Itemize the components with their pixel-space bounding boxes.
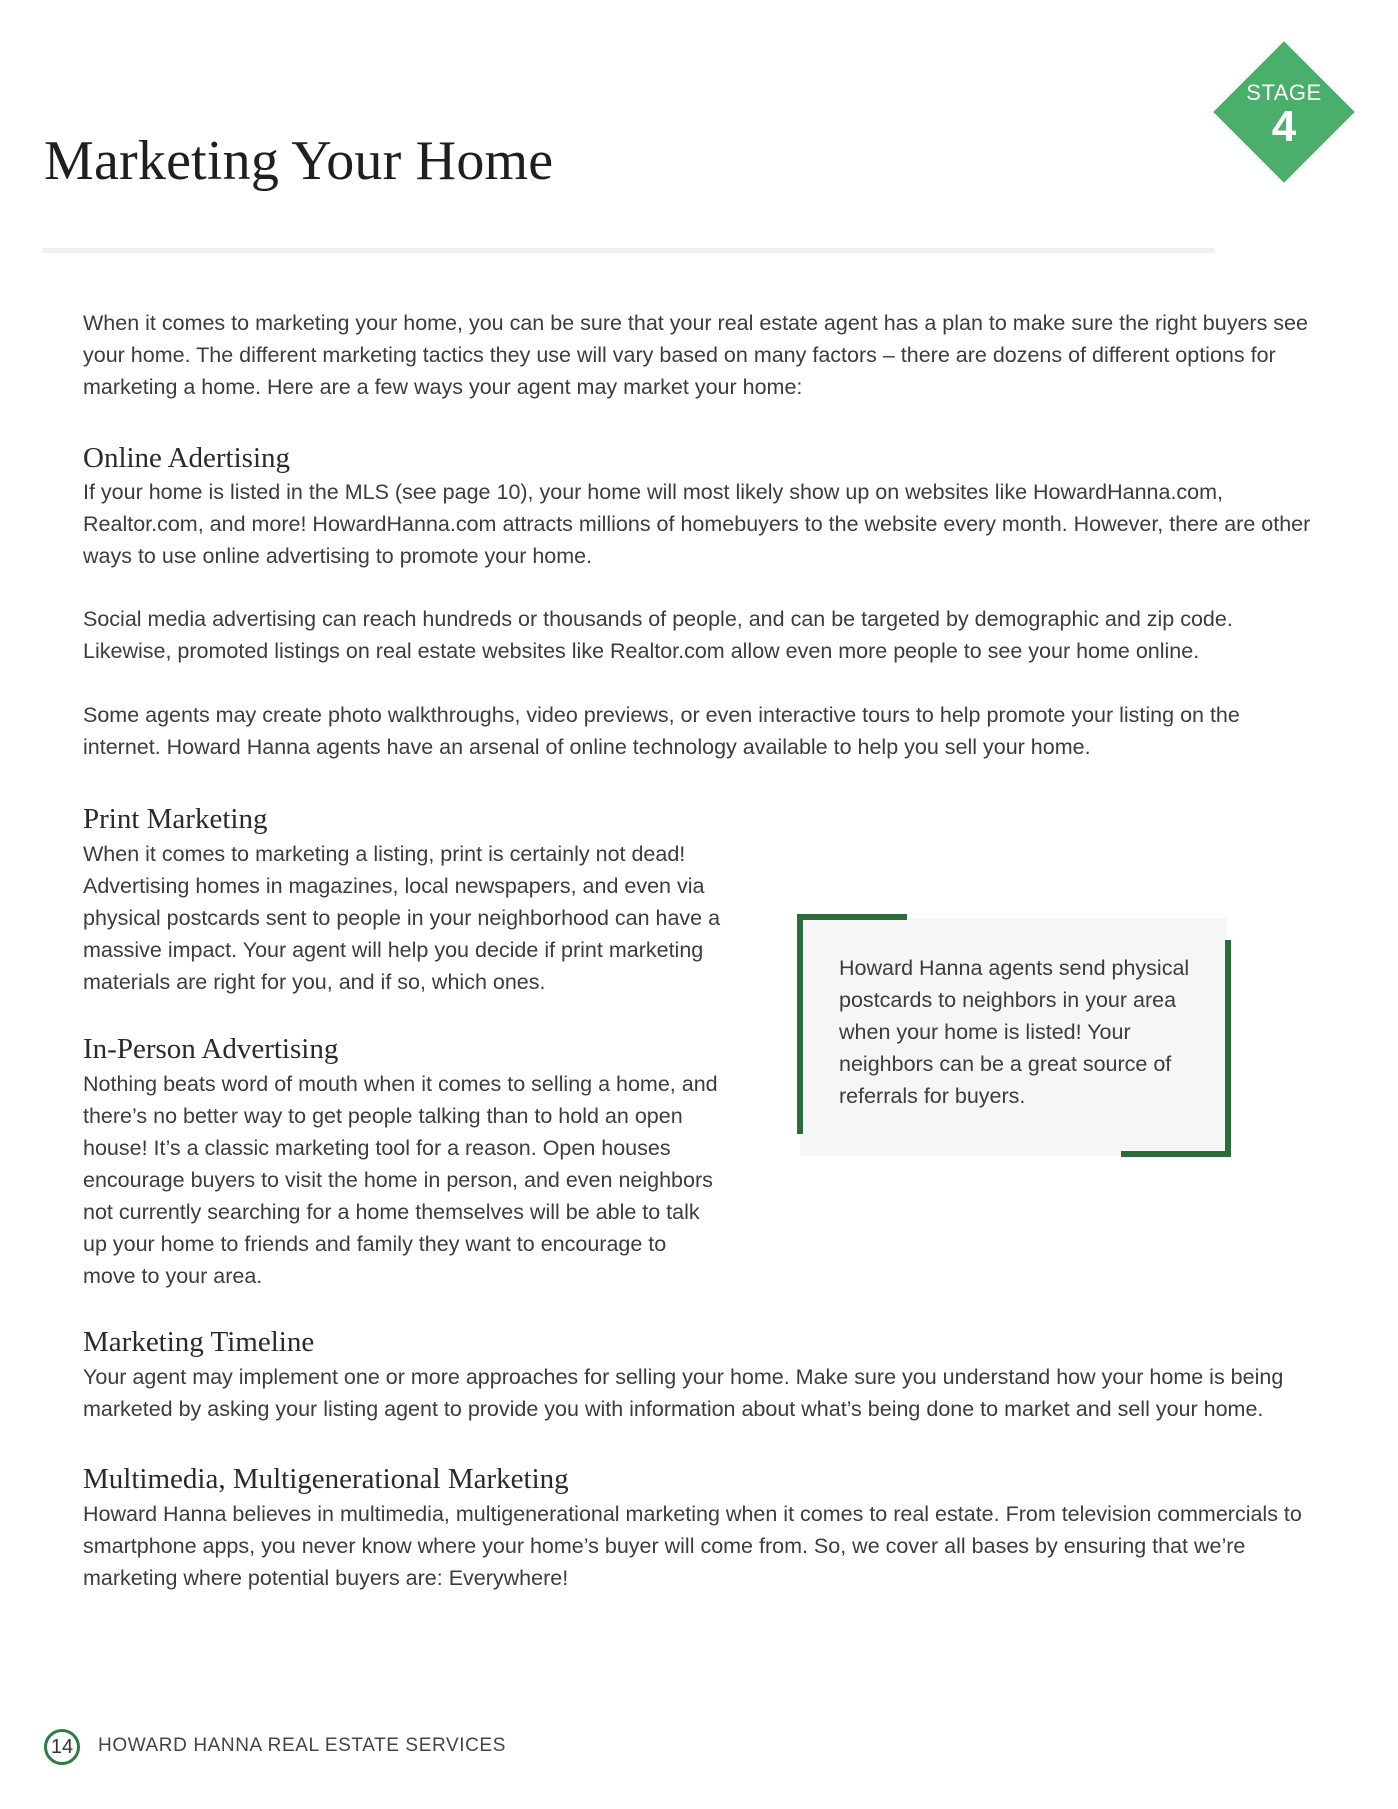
in-person-paragraph: Nothing beats word of mouth when it comes to selling a home, and there’s no better way to get people talking than to hold an open house! It’s a classic marketing tool for a reason. Open houses encourage buyers to visit the home in person, and even neighbors not currently searching for a home themselves will be able to talk up your home to friends and family they want to encourage to move to your area. bbox=[83, 1072, 718, 1288]
page-title: Marketing Your Home bbox=[44, 130, 554, 192]
timeline-paragraph: Your agent may implement one or more approaches for selling your home. Make sure you understand how your home is being marketed by asking your listing agent to provide you with information about what’s being done to market and sell your home. bbox=[83, 1365, 1284, 1421]
callout-corner-left bbox=[797, 914, 803, 1134]
title-divider bbox=[42, 248, 1215, 253]
intro-paragraph: When it comes to marketing your home, you can be sure that your real estate agent has a plan to make sure the right buyers see your home. The different marketing tactics they use will vary based on many factors – there are dozens of different options for marketing a home. Here are a few ways your agent may market your home: bbox=[83, 311, 1308, 399]
online-paragraph-1: If your home is listed in the MLS (see page 10), your home will most likely show up on websites like HowardHanna.com, Realtor.com, and more! HowardHanna.com attracts millions of homebuyers to the website every month. However, there are other ways to use online advertising to promote your home. bbox=[83, 480, 1311, 568]
callout-corner-right bbox=[1225, 940, 1231, 1157]
callout-text: Howard Hanna agents send physical postcards to neighbors in your area when your home is listed! Your neighbors can be a great source of referrals for buyers. bbox=[839, 956, 1190, 1108]
heading-in-person-advertising: In-Person Advertising bbox=[83, 1033, 339, 1065]
multimedia-paragraph: Howard Hanna believes in multimedia, multigenerational marketing when it comes to real estate. From television commercials to smartphone apps, you never know where your home’s buyer will come from. So, we cover all bases by ensuring that we’re marketing where potential buyers are: Everywhere! bbox=[83, 1502, 1302, 1590]
heading-marketing-timeline: Marketing Timeline bbox=[83, 1326, 315, 1358]
page-number: 14 bbox=[44, 1729, 80, 1765]
stage-label: STAGE bbox=[1246, 80, 1322, 105]
heading-multimedia-marketing: Multimedia, Multigenerational Marketing bbox=[83, 1463, 569, 1495]
print-paragraph: When it comes to marketing a listing, print is certainly not dead! Advertising homes in magazines, local newspapers, and even via physical postcards sent to people in your neighborhood can have a massive impact. Your agent will help you decide if print marketing materials are right for you, and if so, which ones. bbox=[83, 842, 721, 994]
stage-number: 4 bbox=[1271, 102, 1297, 151]
heading-print-marketing: Print Marketing bbox=[83, 803, 268, 835]
heading-online-advertising: Online Adertising bbox=[83, 442, 291, 474]
footer-company-name: HOWARD HANNA REAL ESTATE SERVICES bbox=[98, 1735, 506, 1756]
stage-badge bbox=[1214, 42, 1354, 182]
online-paragraph-3: Some agents may create photo walkthroughs, video previews, or even interactive tours to help promote your listing on the internet. Howard Hanna agents have an arsenal of online technology available to help you sell your home. bbox=[83, 703, 1240, 759]
callout-corner-bottom bbox=[1121, 1151, 1231, 1157]
callout-corner-top bbox=[797, 914, 907, 920]
online-paragraph-2: Social media advertising can reach hundreds or thousands of people, and can be targeted by demographic and zip code. Likewise, promoted listings on real estate websites like Realtor.com allow even more people to see your home online. bbox=[83, 607, 1233, 663]
